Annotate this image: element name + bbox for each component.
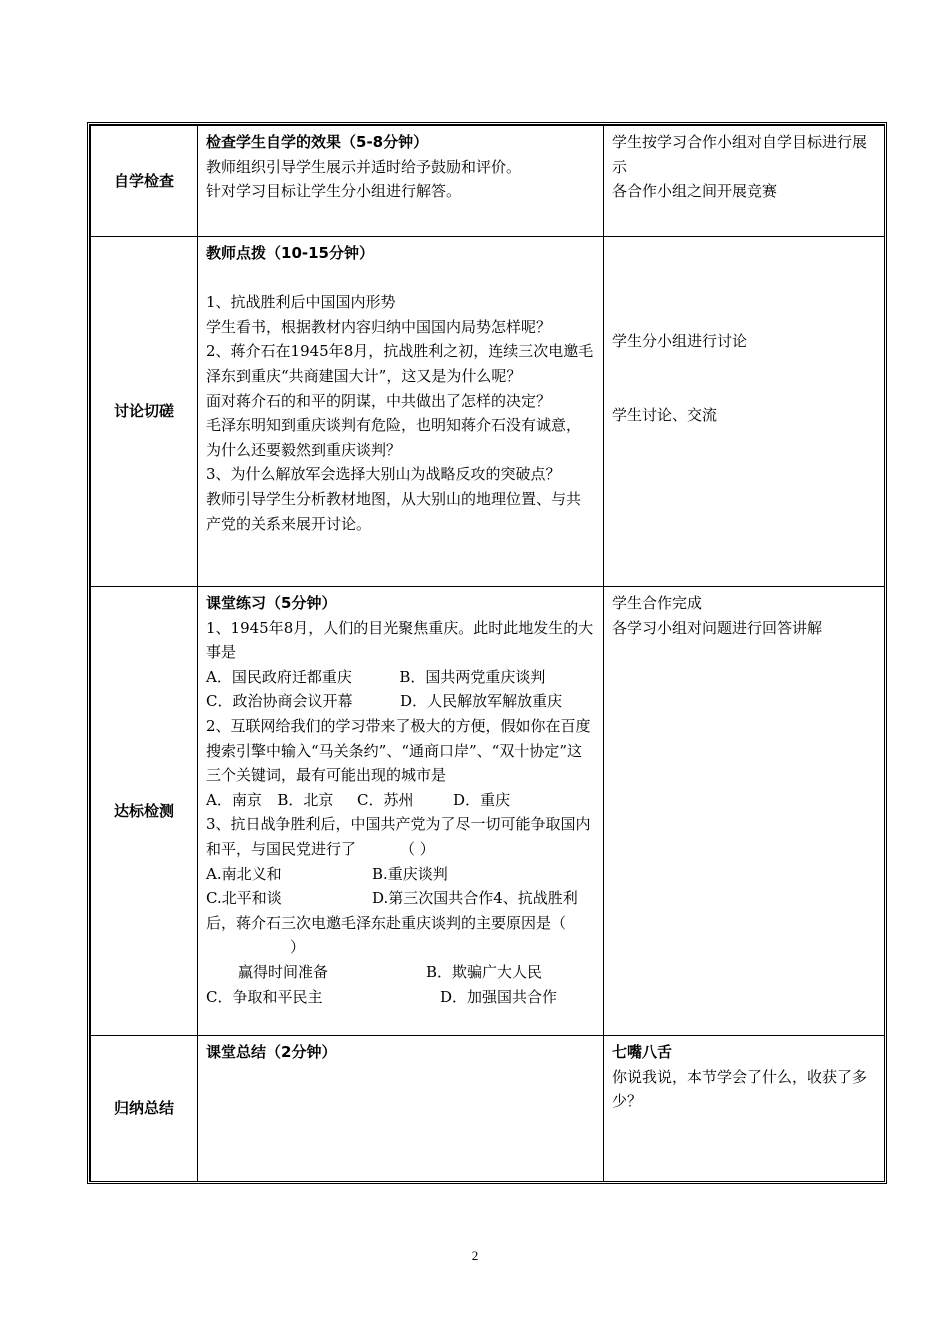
option: D．加强国共合作: [440, 987, 558, 1006]
student-activity-cell: [604, 126, 885, 237]
text-line: 教师引导学生分析教材地图，从大别山的地理位置、与共产党的关系来展开讨论。: [206, 489, 582, 533]
question-1: 1、1945年8月，人们的目光聚焦重庆。此时此地发生的大事是: [206, 618, 594, 662]
section-heading: 检查学生自学的效果（5-8分钟）: [206, 133, 429, 151]
option: B．北京: [277, 790, 334, 809]
stage-label: 讨论切磋: [91, 237, 198, 587]
table-row-summary: [91, 1036, 885, 1182]
text-line: 学生讨论、交流: [612, 405, 718, 424]
text-line: 面对蒋介石的和平的阴谋，中共做出了怎样的决定？: [206, 391, 552, 410]
option: D．人民解放军解放重庆: [400, 692, 563, 711]
text-line: 2、蒋介石在1945年8月，抗战胜利之初，连续三次电邀毛泽东到重庆“共商建国大计”，这又是为什么呢？: [206, 342, 594, 385]
option: B．欺骗广大人民: [426, 962, 543, 981]
table-row-assessment: [91, 587, 885, 1036]
table-row-discussion: [91, 237, 885, 587]
text-line: 针对学习目标让学生分小组进行解答。: [206, 182, 462, 201]
stage-label: 归纳总结: [91, 1036, 198, 1182]
section-heading: 教师点拨（10-15分钟）: [206, 244, 374, 262]
text-line: 学生合作完成: [612, 594, 703, 612]
text-line: 1、抗战胜利后中国国内形势: [206, 293, 396, 312]
student-activity-cell: [604, 1036, 885, 1182]
teacher-activity-cell: [198, 1036, 604, 1182]
text-line: 各学习小组对问题进行回答讲解: [612, 618, 823, 637]
option: A．国民政府迁都重庆: [206, 667, 352, 686]
option: C．苏州: [357, 790, 414, 809]
question-2-options: [206, 788, 595, 813]
student-activity-cell: [604, 237, 885, 587]
stage-label: 达标检测: [91, 587, 198, 1036]
section-heading: 课堂总结（2分钟）: [206, 1043, 337, 1061]
question-1-options-ab: [206, 665, 595, 690]
student-activity-cell: [604, 587, 885, 1036]
lesson-plan-table-frame: [87, 122, 887, 1184]
text-line: 你说我说，本节学会了什么，收获了多少？: [612, 1067, 868, 1111]
question-3-options-cd-and-question-4: C.北平和谈 D.第三次国共合作4、抗战胜利后，蒋介石三次电邀毛泽东赴重庆谈判的主要原因是（）: [206, 886, 595, 960]
page-number: 2: [471, 1248, 479, 1263]
section-heading: 七嘴八舌: [612, 1043, 673, 1061]
question-4-options-ab: [206, 960, 595, 985]
option: A．南京: [206, 790, 262, 809]
question-3: 3、抗日战争胜利后，中国共产党为了尽一切可能争取国内和平，与国民党进行了 （ ）: [206, 815, 591, 858]
option: B．国共两党重庆谈判: [399, 667, 546, 686]
question-2: 2、互联网给我们的学习带来了极大的方便，假如你在百度搜索引擎中输入“马关条约”、“通商口岸”、“双十协定”这三个关键词，最有可能出现的城市是: [206, 716, 591, 785]
option: B.重庆谈判: [372, 864, 448, 883]
text-line: 3、为什么解放军会选择大别山为战略反攻的突破点？: [206, 465, 561, 484]
section-heading: 课堂练习（5分钟）: [206, 594, 337, 612]
text-line: 学生按学习合作小组对自学目标进行展示: [612, 133, 868, 176]
teacher-activity-cell: [198, 587, 604, 1036]
text-line: 各合作小组之间开展竞赛: [612, 182, 778, 201]
stage-label: 自学检查: [91, 126, 198, 237]
question-1-options-cd: [206, 689, 595, 714]
option: D.第三次国共合作: [372, 889, 494, 908]
question-4: 4、抗战胜利后，蒋介石三次电邀毛泽东赴重庆谈判的主要原因是（: [206, 889, 578, 932]
question-4-options-cd: [206, 985, 595, 1010]
answer-blank: （ ）: [400, 839, 435, 858]
option: C．政治协商会议开幕: [206, 692, 353, 711]
text-line: 学生看书，根据教材内容归纳中国国内局势怎样呢？: [206, 317, 552, 336]
question-3-options-ab: [206, 862, 595, 887]
teacher-activity-cell: [198, 237, 604, 587]
lesson-plan-table: [90, 125, 885, 1182]
text-line: 毛泽东明知到重庆谈判有危险，也明知蒋介石没有诚意，为什么还要毅然到重庆谈判？: [206, 416, 582, 459]
option: C．争取和平民主: [206, 987, 323, 1006]
option: 赢得时间准备: [238, 962, 329, 981]
text-line: 教师组织引导学生展示并适时给予鼓励和评价。: [206, 157, 522, 176]
option: C.北平和谈: [206, 889, 282, 908]
option: A.南北义和: [206, 864, 282, 883]
table-row-self-study-check: [91, 126, 885, 237]
option: D．重庆: [453, 790, 511, 809]
text-line: 学生分小组进行讨论: [612, 332, 748, 350]
teacher-activity-cell: [198, 126, 604, 237]
